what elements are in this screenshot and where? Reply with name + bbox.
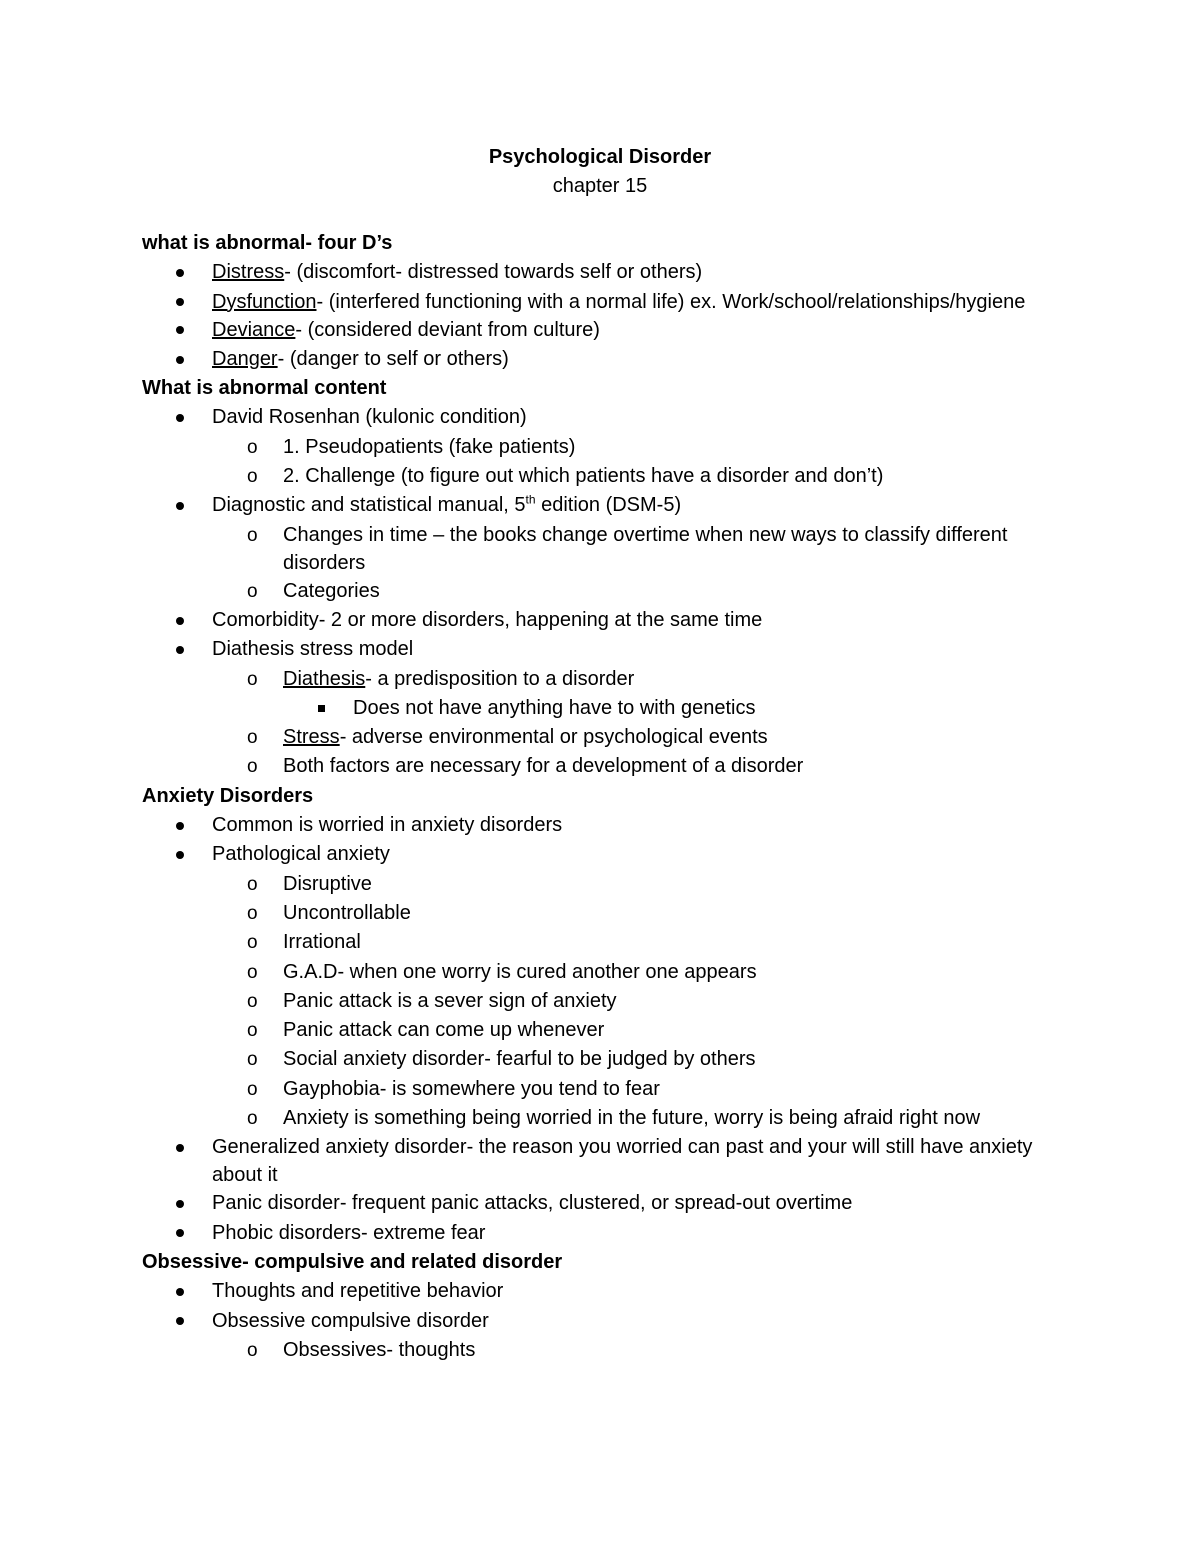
list-item [142,840,1072,869]
list-item [142,752,1072,781]
list-item [142,462,1072,491]
item-text: Phobic disorders- extreme fear [212,1221,486,1244]
list-item [142,491,1072,520]
circle-bullet-icon: o [247,902,258,924]
item-text: Panic disorder- frequent panic attacks, clustered, or spread-out overtime [212,1192,853,1215]
item-text: Generalized anxiety disorder- the reason you worried can past and your will still have anxiety about it [212,1136,1033,1187]
list-item [142,665,1072,694]
section-heading-abnormal-content: What is abnormal content [142,377,387,400]
circle-bullet-icon: o [247,756,258,778]
list-item [142,1219,1072,1248]
bullet-icon [176,316,184,345]
list-item [142,811,1072,840]
bullet-icon [176,345,184,374]
item-text: Social anxiety disorder- fearful to be judged by others [283,1048,756,1071]
list-item [142,1189,1072,1218]
list-item [142,1016,1072,1045]
term-dysfunction: Dysfunction [212,290,317,313]
item-text: David Rosenhan (kulonic condition) [212,406,527,429]
circle-bullet-icon: o [247,1049,258,1071]
circle-bullet-icon: o [247,1108,258,1130]
term-deviance: Deviance [212,318,296,341]
item-text: Anxiety is something being worried in the future, worry is being afraid right now [283,1107,981,1130]
item-text: - (danger to self or others) [277,347,509,370]
list-item [142,433,1072,462]
item-text: - (discomfort- distressed towards self or others) [284,261,703,284]
bullet-icon [176,1189,184,1218]
bullet-icon [176,403,184,432]
list-item [142,899,1072,928]
item-text: - a predisposition to a disorder [365,667,635,690]
bullet-icon [176,258,184,287]
item-text: Both factors are necessary for a development of a disorder [283,755,804,778]
circle-bullet-icon: o [247,1339,258,1361]
item-text: Uncontrollable [283,901,411,924]
list-item [142,577,1072,606]
circle-bullet-icon: o [247,668,258,690]
item-text: edition (DSM-5) [535,494,682,517]
circle-bullet-icon: o [247,961,258,983]
bullet-icon [176,811,184,840]
circle-bullet-icon: o [247,727,258,749]
bullet-icon [176,1219,184,1248]
page-subtitle: chapter 15 [552,175,648,197]
item-text: Does not have anything have to with genetics [353,696,756,719]
circle-bullet-icon: o [247,1020,258,1042]
list-item [142,403,1072,432]
item-text: Gayphobia- is somewhere you tend to fear [283,1077,660,1100]
item-text: - (interfered functioning with a normal life) ex. Work/school/relationships/hygiene [316,290,1026,313]
circle-bullet-icon: o [247,436,258,458]
section-heading-anxiety: Anxiety Disorders [142,784,314,807]
bullet-icon [176,491,184,520]
list-item [142,1075,1072,1104]
list-item [142,870,1072,899]
list-item [142,635,1072,664]
item-text: Irrational [283,931,361,954]
list-item [142,987,1072,1016]
item-text: Pathological anxiety [212,843,390,866]
list-item [142,1045,1072,1074]
circle-bullet-icon: o [247,990,258,1012]
term-danger: Danger [212,347,278,370]
page-title: Psychological Disorder [488,146,712,168]
item-text: Diagnostic and statistical manual, 5 [212,494,526,517]
list-item [142,958,1072,987]
list-item [142,345,1072,374]
circle-bullet-icon: o [247,873,258,895]
list-item [142,316,1072,345]
item-text: Panic attack is a sever sign of anxiety [283,989,617,1012]
bullet-icon [176,288,184,317]
list-item [142,1336,1072,1365]
list-item [142,694,1072,723]
bullet-icon [176,840,184,869]
item-text: G.A.D- when one worry is cured another one appears [283,960,757,983]
term-diathesis: Diathesis [283,667,366,690]
section-heading-ocd: Obsessive- compulsive and related disorder [142,1250,563,1273]
list-item [142,928,1072,957]
item-text: Thoughts and repetitive behavior [212,1280,504,1303]
item-text: 2. Challenge (to figure out which patients have a disorder and don’t) [283,465,884,488]
list-item [142,1133,1072,1189]
bullet-icon [176,606,184,635]
bullet-icon [176,635,184,664]
item-text: 1. Pseudopatients (fake patients) [283,435,576,458]
bullet-icon [176,1133,184,1162]
bullet-icon [176,1307,184,1336]
item-text: - (considered deviant from culture) [295,318,600,341]
circle-bullet-icon: o [247,1078,258,1100]
list-item [142,723,1072,752]
title-block [0,143,1200,200]
list-item [142,1104,1072,1133]
bullet-icon [176,1277,184,1306]
circle-bullet-icon: o [247,466,258,488]
list-item [142,606,1072,635]
notes-body [142,229,1072,1365]
section-heading-four-ds: what is abnormal- four D’s [142,232,393,254]
term-stress: Stress [283,726,340,749]
list-item [142,288,1072,316]
item-text: Panic attack can come up whenever [283,1019,605,1042]
list-item [142,521,1072,577]
item-text: Changes in time – the books change overtime when new ways to classify different disorders [283,523,1008,574]
list-item [142,1307,1072,1336]
item-text: Diathesis stress model [212,638,414,661]
list-item [142,1277,1072,1306]
item-text: Obsessives- thoughts [283,1338,476,1361]
term-distress: Distress [212,261,285,284]
item-text: - adverse environmental or psychological events [339,726,768,749]
square-bullet-icon [318,694,325,723]
circle-bullet-icon: o [247,524,258,546]
list-item [142,258,1072,287]
item-text: Categories [283,579,380,602]
superscript: th [525,492,536,507]
circle-bullet-icon: o [247,580,258,602]
item-text: Comorbidity- 2 or more disorders, happening at the same time [212,608,763,631]
item-text: Common is worried in anxiety disorders [212,814,563,837]
item-text: Obsessive compulsive disorder [212,1309,489,1332]
circle-bullet-icon: o [247,932,258,954]
item-text: Disruptive [283,872,372,895]
